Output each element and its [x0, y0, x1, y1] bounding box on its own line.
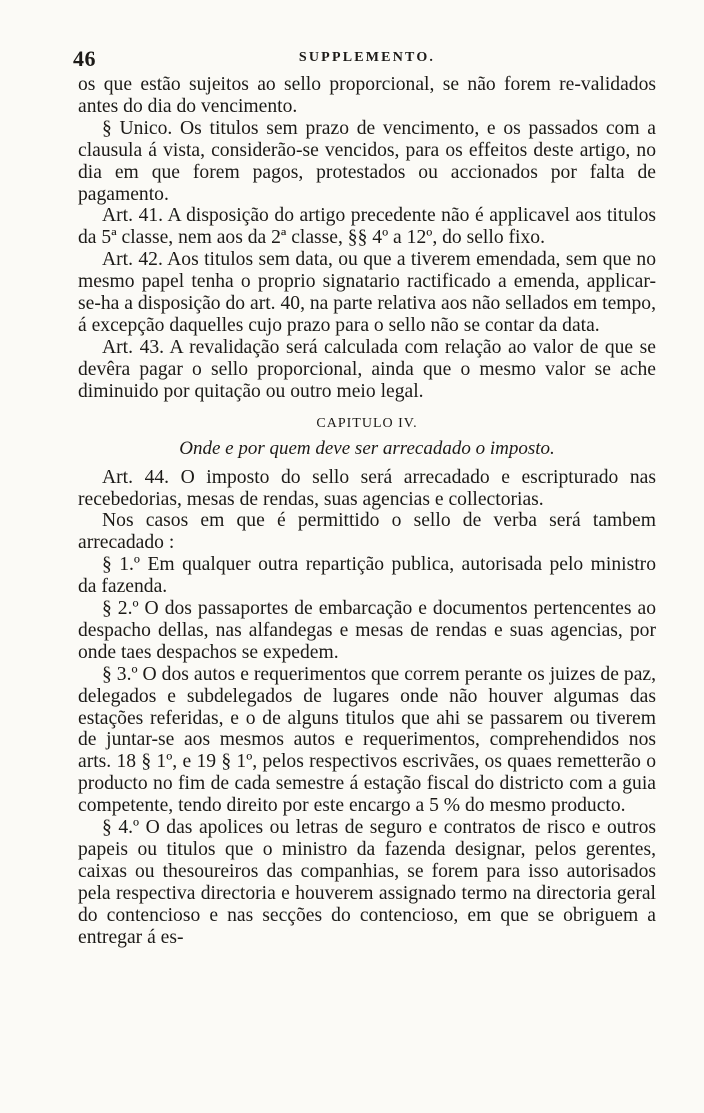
paragraph-continuation: os que estão sujeitos ao sello proporcional, se não forem re-validados antes do dia do vencimento.: [78, 74, 656, 117]
chapter-title: CAPITULO IV.: [316, 415, 418, 431]
paragraph-section-2: § 2.º O dos passaportes de embarcação e documentos pertencentes ao despacho dellas, nas alfandegas e mesas de rendas e suas agencias, por onde taes despachos se expedem.: [78, 598, 656, 663]
paragraph-casos: Nos casos em que é permittido o sello de verba será tambem arrecadado :: [78, 510, 656, 554]
paragraph-section-4: § 4.º O das apolices ou letras de seguro e contratos de risco e outros papeis ou titulos que o ministro da fazenda designar, pelos gerentes, caixas ou thesoureiros das companhias, se forem para isso autorisados pela respectiva directoria e houverem assignado termo na directoria geral do contencioso e nas secções do contencioso, em que se obriguem a entregar á es-: [78, 817, 656, 948]
paragraph-section-1: § 1.º Em qualquer outra repartição publica, autorisada pelo ministro da fazenda.: [78, 554, 656, 598]
chapter-subtitle: Onde e por quem deve ser arrecadado o imposto.: [179, 437, 555, 459]
paragraph-art-41: Art. 41. A disposição do artigo precedente não é applicavel aos titulos da 5ª classe, nem aos da 2ª classe, §§ 4º a 12º, do sello fixo.: [78, 205, 656, 249]
running-title: SUPPLEMENTO.: [298, 50, 436, 65]
paragraph-art-44: Art. 44. O imposto do sello será arrecadado e escripturado nas recebedorias, mesas de rendas, suas agencias e collectorias.: [78, 466, 656, 510]
paragraph-art-43: Art. 43. A revalidação será calculada com relação ao valor de que se devêra pagar o sello proporcional, ainda que o mesmo valor se ache diminuido por quitação ou outro meio legal.: [78, 336, 656, 402]
paragraph-section-3: § 3.º O dos autos e requerimentos que correm perante os juizes de paz, delegados e subdelegados de lugares onde não houver algumas das estações referidas, e o de alguns titulos que ahi se passarem ou tiverem de juntar-se aos mesmos autos e requerimentos, comprehendidos nos arts. 18 § 1º, e 19 § 1º, pelos respectivos escrivães, os quaes remetterão o producto no fim de cada semestre á estação fiscal do districto com a guia competente, tendo direito por este encargo a 5 % do mesmo producto.: [78, 663, 656, 817]
page-number: 46: [73, 46, 96, 71]
paragraph-art-42: Art. 42. Aos titulos sem data, ou que a tiverem emendada, sem que no mesmo papel tenha o proprio signatario ractificado a emenda, applicar-se-ha a disposição do art. 40, na parte relativa aos não sellados em tempo, á excepção daquelles cujo prazo para o sello não se contar da data.: [78, 249, 656, 336]
document-page: [73, 44, 656, 949]
paragraph-unico: § Unico. Os titulos sem prazo de vencimento, e os passados com a clausula á vista, considerão-se vencidos, para os effeitos deste artigo, no dia em que forem pagos, protestados ou accionados por falta de pagamento.: [78, 117, 656, 205]
page-header: [73, 44, 656, 74]
